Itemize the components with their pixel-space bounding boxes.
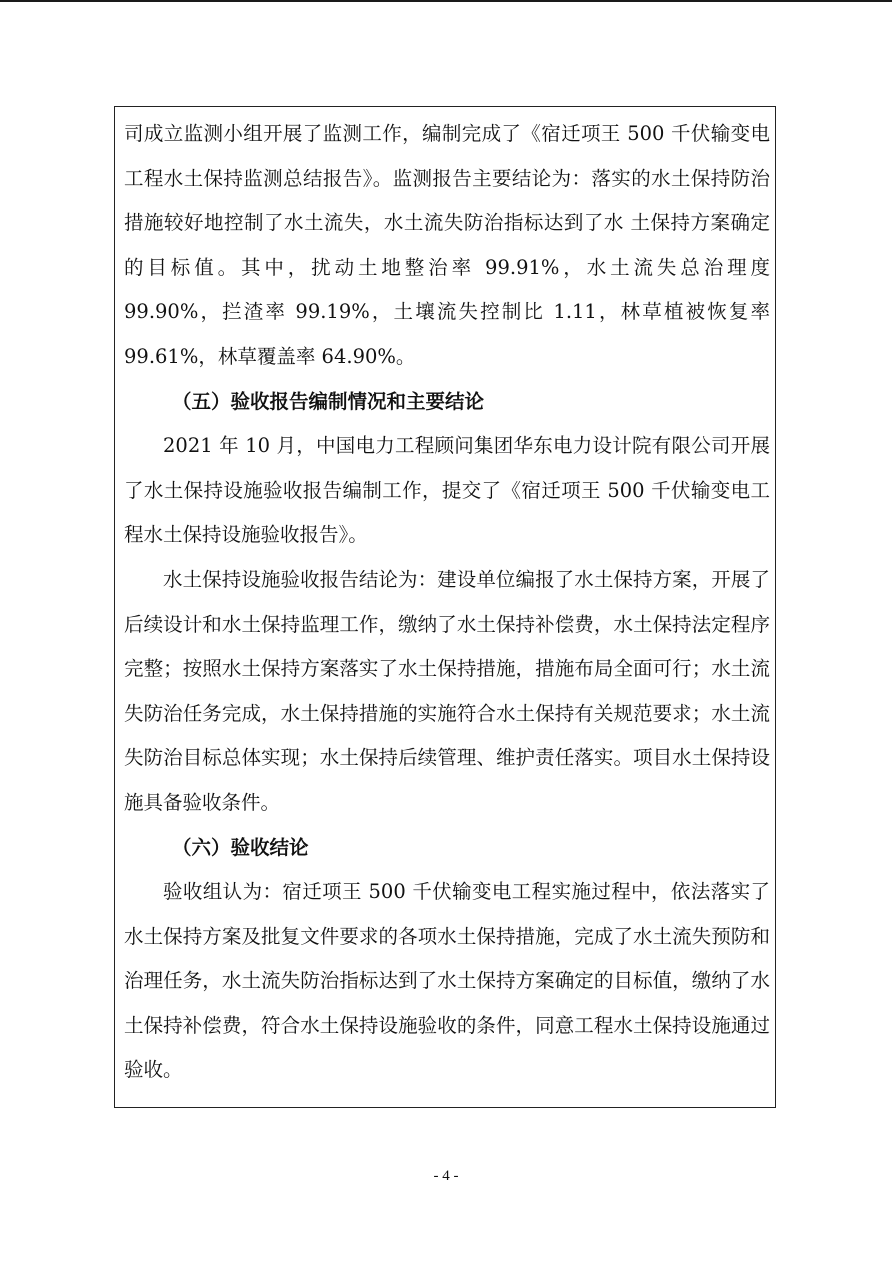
paragraph-report-conclusion: 水土保持设施验收报告结论为：建设单位编报了水土保持方案，开展了后续设计和水土保持监理工作，缴纳了水土保持补偿费，水土保持法定程序完整；按照水土保持方案落实了水土保持措施，措施布局全面可行；水土流失防治任务完成，水土保持措施的实施符合水土保持有关规范要求；水土流失防治目标总体实现；水土保持后续管理、维护责任落实。项目水土保持设施具备验收条件。 [124,567,770,814]
page-number: - 4 - [433,1168,459,1184]
paragraph-monitoring-conclusion: 司成立监测小组开展了监测工作，编制完成了《宿迁项王 500 千伏输变电工程水土保持监测总结报告》。监测报告主要结论为：落实的水土保持防治措施较好地控制了水土流失，水土流失防治指标达到了水 土保持方案确定的目标值。其中，扰动土地整治率 99.91%，水土流失总治理度 99.90%，拦渣率 99.19%，土壤流失控制比 1.11，林草植被恢复率 99.61%，林草覆盖率 64.90%。 [124,122,770,368]
paragraph-final-conclusion: 验收组认为：宿迁项王 500 千伏输变电工程实施过程中，依法落实了水土保持方案及批复文件要求的各项水土保持措施，完成了水土流失预防和治理任务，水土流失防治指标达到了水土保持方案确定的目标值，缴纳了水土保持补偿费，符合水土保持设施验收的条件，同意工程水土保持设施通过验收。 [124,880,770,1082]
paragraph-report-preparation: 2021 年 10 月，中国电力工程顾问集团华东电力设计院有限公司开展了水土保持设施验收报告编制工作，提交了《宿迁项王 500 千伏输变电工程水土保持设施验收报告》。 [124,434,770,547]
document-body [124,112,770,1093]
section-heading-acceptance-report: （五）验收报告编制情况和主要结论 [172,389,485,413]
top-border-line [0,0,892,2]
section-heading-acceptance-conclusion: （六）验收结论 [172,835,309,859]
